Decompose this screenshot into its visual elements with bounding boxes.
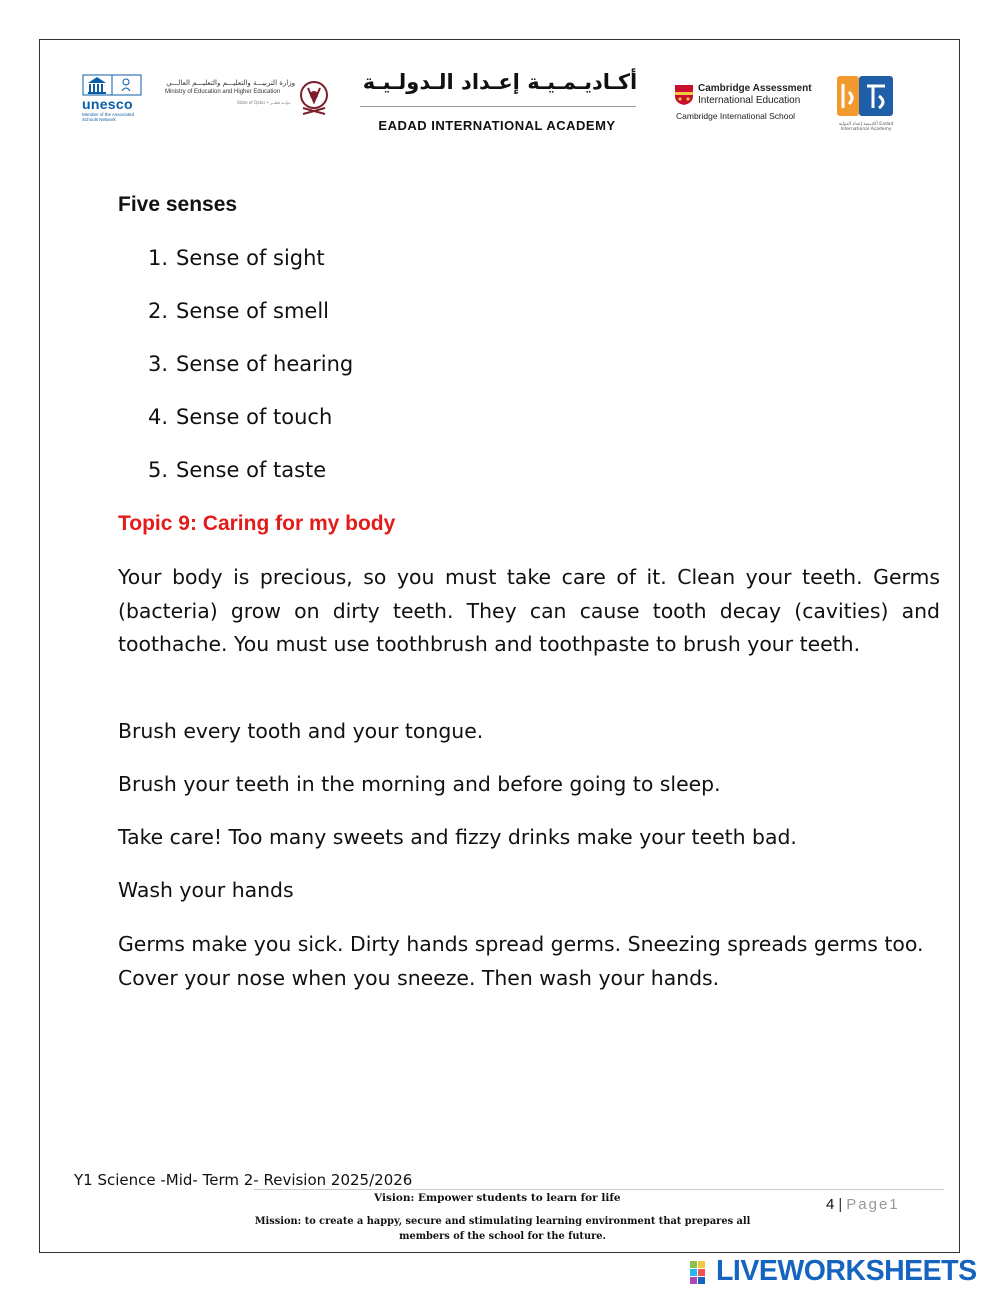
list-number: 1. [148, 246, 169, 270]
section-heading: Five senses [118, 193, 238, 216]
list-text: Sense of smell [176, 299, 329, 323]
list-item [148, 405, 332, 429]
unesco-word: unesco [82, 96, 133, 112]
footer-title: Y1 Science -Mid- Term 2- Revision 2025/2026 [74, 1171, 413, 1189]
unesco-temple-icon [82, 74, 142, 96]
list-text: Sense of sight [176, 246, 325, 270]
page-separator: | [838, 1196, 843, 1213]
unesco-subtitle: Member of the Associated Schools Network [82, 112, 135, 122]
academy-divider [360, 106, 636, 107]
list-text: Sense of taste [176, 458, 327, 482]
cambridge-logo [674, 82, 824, 124]
list-item [148, 352, 353, 376]
paragraph: Brush every tooth and your tongue. [118, 719, 484, 743]
qatar-emblem-icon [297, 78, 331, 118]
cambridge-line1: Cambridge Assessment [698, 83, 812, 94]
eadad-caption: أكاديمية إعداد الدولية Eadad International Academy [838, 122, 894, 132]
footer-vision: Vision: Empower students to learn for life [374, 1192, 621, 1204]
footer-mission: Mission: to create a happy, secure and stimulating learning environment that prepares all members of the school for the future. [254, 1216, 751, 1242]
list-item [148, 246, 325, 270]
ministry-english: Ministry of Education and Higher Education [165, 89, 281, 95]
list-number: 5. [148, 458, 169, 482]
eadad-emblem-icon [829, 72, 903, 122]
paragraph: Brush your teeth in the morning and before going to sleep. [118, 772, 721, 796]
liveworksheets-text: LIVEWORKSHEETS [716, 1255, 977, 1287]
page-label: Page1 [846, 1196, 900, 1213]
cambridge-line3: Cambridge International School [676, 111, 796, 121]
ministry-note: State of Qatar • دولــة قطــر [237, 100, 291, 105]
liveworksheets-logo[interactable] [690, 1257, 990, 1287]
list-item [148, 458, 326, 482]
list-text: Sense of touch [176, 405, 333, 429]
cambridge-line2: International Education [698, 95, 801, 106]
ministry-logo [165, 78, 333, 122]
list-number: 3. [148, 352, 169, 376]
footer-divider [254, 1189, 944, 1190]
paragraph: Take care! Too many sweets and fizzy drinks make your teeth bad. [118, 825, 797, 849]
page-number-value: 4 [826, 1196, 835, 1213]
list-number: 2. [148, 299, 169, 323]
cambridge-shield-icon [674, 84, 694, 106]
topic-title: Topic 9: Caring for my body [118, 512, 396, 535]
page-number [826, 1196, 900, 1213]
paragraph: Wash your hands [118, 878, 294, 902]
list-text: Sense of hearing [176, 352, 354, 376]
unesco-logo [80, 74, 146, 130]
list-number: 4. [148, 405, 169, 429]
eadad-logo [829, 72, 903, 134]
liveworksheets-blocks-icon [690, 1261, 714, 1285]
list-item [148, 299, 329, 323]
paragraph: Germs make you sick. Dirty hands spread germs. Sneezing spreads germs too. Cover your nose when you sneeze. Then wash your hands. [118, 932, 924, 990]
ministry-arabic: وزارة التربيـــة والتعليـــم والتعليـــم العالـــي [166, 79, 295, 87]
paragraph: Your body is precious, so you must take care of it. Clean your teeth. Germs (bacteria) grow on dirty teeth. They can cause tooth decay (cavities) and toothache. You must use toothbrush and toothpaste to brush your teeth. [118, 565, 940, 656]
academy-arabic-name: أكـاديـمـيـة إعـداد الـدولـيـة [362, 70, 638, 94]
academy-english-name: EADAD INTERNATIONAL ACADEMY [378, 118, 616, 133]
